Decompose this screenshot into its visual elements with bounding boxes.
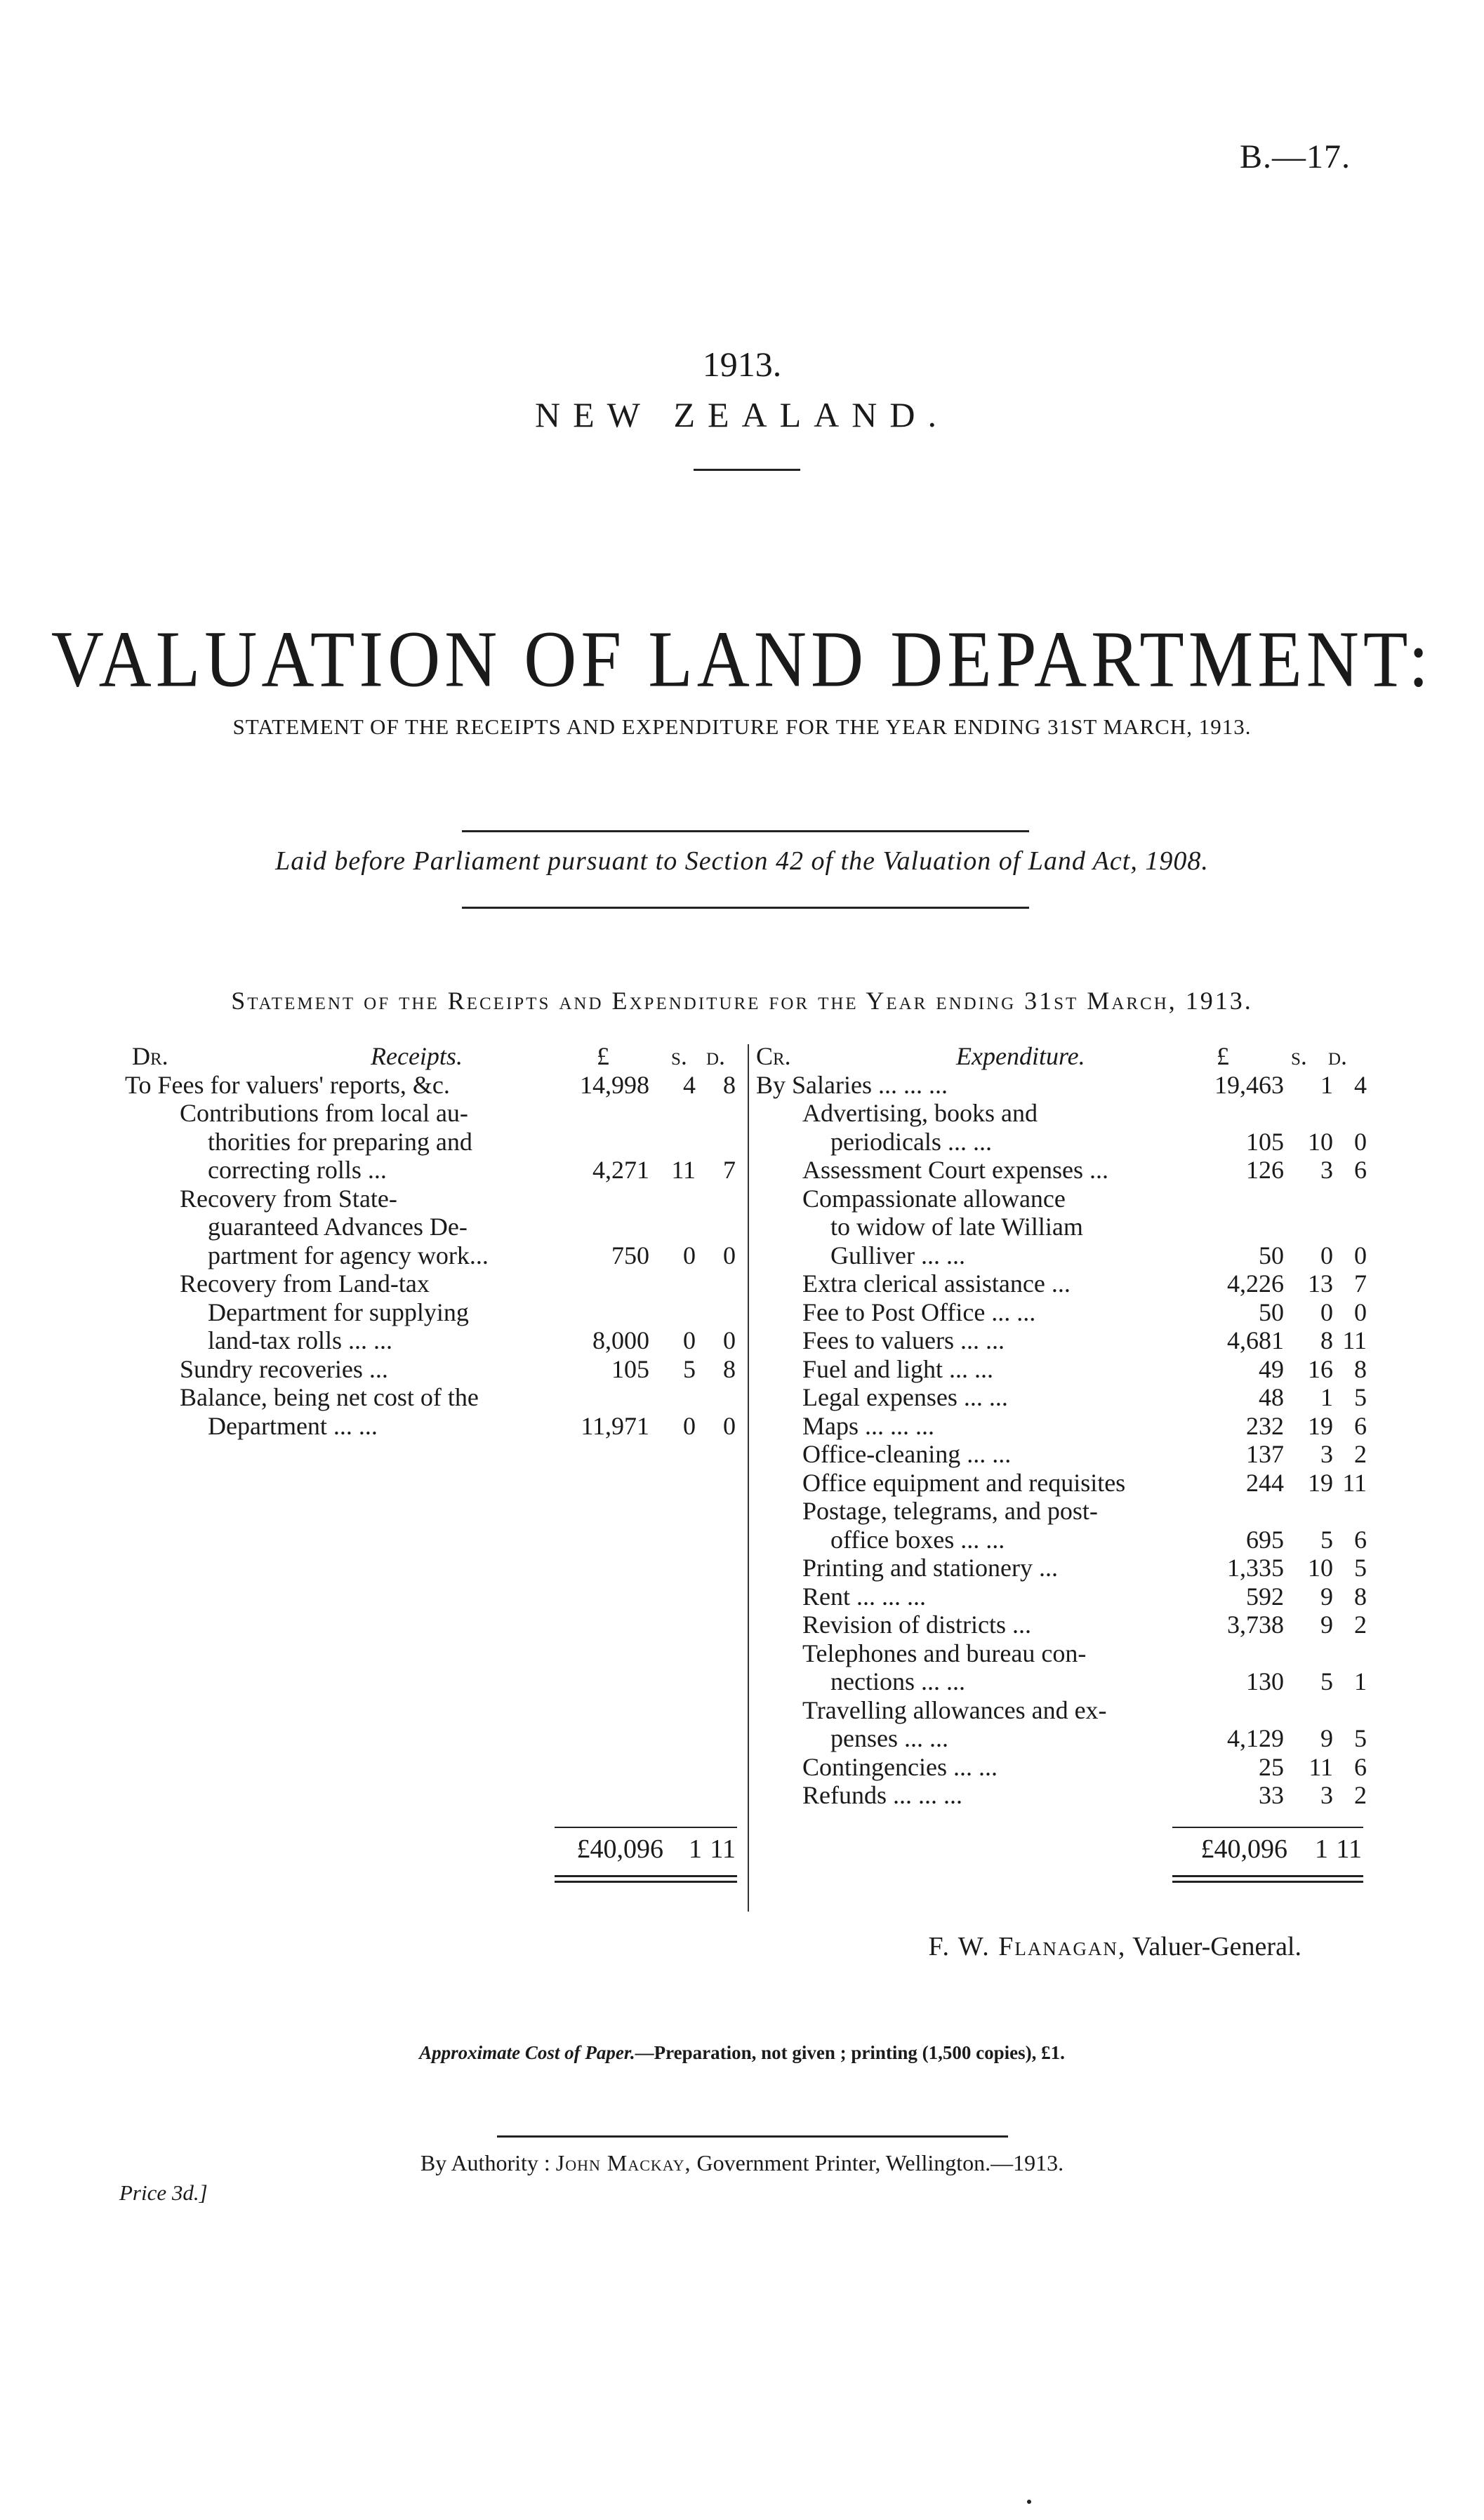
line-description: Extra clerical assistance ... xyxy=(802,1269,1071,1298)
pounds-amount: 48 xyxy=(1259,1383,1284,1411)
divider xyxy=(462,830,1029,832)
receipts-total-shillings: 1 xyxy=(689,1834,702,1864)
shillings-amount: 3 xyxy=(1320,1781,1333,1809)
pounds-amount: 244 xyxy=(1246,1468,1284,1497)
line-description: Assessment Court expenses ... xyxy=(802,1156,1108,1184)
pence-amount: 6 xyxy=(1354,1752,1367,1781)
statement-line xyxy=(125,1241,743,1270)
shillings-amount: 8 xyxy=(1320,1326,1333,1354)
double-rule xyxy=(555,1875,737,1883)
pence-amount: 0 xyxy=(723,1241,736,1269)
statement-line xyxy=(125,1383,743,1412)
shillings-amount: 5 xyxy=(1320,1525,1333,1554)
pence-amount: 7 xyxy=(1354,1269,1367,1298)
pounds-amount: 49 xyxy=(1259,1354,1284,1383)
statement-line xyxy=(756,1185,1374,1213)
pence-amount: 2 xyxy=(1354,1611,1367,1639)
signatory-name: F. W. Flanagan, xyxy=(928,1932,1127,1961)
statement-line xyxy=(756,1241,1374,1270)
line-description: Contingencies ... ... xyxy=(802,1752,998,1781)
receipts-header xyxy=(125,1042,743,1071)
line-description: Rent ... ... ... xyxy=(802,1582,926,1611)
shillings-amount: 16 xyxy=(1308,1354,1333,1383)
pounds-col-header: £ xyxy=(597,1042,609,1070)
statement-line xyxy=(125,1355,743,1384)
cost-of-paper-note xyxy=(0,2042,1484,2064)
document-year: 1913. xyxy=(702,345,782,384)
line-description: Contributions from local au- xyxy=(180,1099,468,1127)
pence-amount: 2 xyxy=(1354,1781,1367,1809)
statement-line xyxy=(125,1213,743,1241)
line-description: office boxes ... ... xyxy=(830,1525,1005,1554)
shillings-amount: 11 xyxy=(1309,1752,1333,1781)
statement-line xyxy=(125,1412,743,1441)
expenditure-lines xyxy=(756,1071,1374,1810)
total-rule xyxy=(555,1827,737,1828)
cr-label: Cr. xyxy=(756,1042,791,1070)
line-description: Sundry recoveries ... xyxy=(180,1354,388,1383)
pence-amount: 5 xyxy=(1354,1383,1367,1411)
statement-line xyxy=(756,1355,1374,1384)
line-description: Balance, being net cost of the xyxy=(180,1383,479,1411)
pence-amount: 5 xyxy=(1354,1554,1367,1582)
line-description: Fuel and light ... ... xyxy=(802,1354,993,1383)
line-description: Office equipment and requisites xyxy=(802,1468,1126,1497)
shillings-amount: 9 xyxy=(1320,1724,1333,1752)
divider xyxy=(462,907,1029,909)
line-description: penses ... ... xyxy=(830,1724,948,1752)
double-rule xyxy=(1172,1875,1363,1883)
statement-line xyxy=(756,1383,1374,1412)
line-description: Recovery from State- xyxy=(180,1184,397,1213)
line-description: Office-cleaning ... ... xyxy=(802,1440,1012,1468)
pence-amount: 8 xyxy=(723,1354,736,1383)
statement-line xyxy=(756,1639,1374,1668)
line-description: Revision of districts ... xyxy=(802,1611,1031,1639)
line-description: correcting rolls ... xyxy=(208,1156,387,1184)
statement-line xyxy=(756,1156,1374,1185)
pounds-amount: 105 xyxy=(1246,1127,1284,1156)
line-description: To Fees for valuers' reports, &c. xyxy=(125,1070,450,1099)
shillings-col-header: s. xyxy=(671,1042,687,1070)
statement-line xyxy=(756,1753,1374,1782)
shillings-amount: 5 xyxy=(683,1354,696,1383)
statement-line xyxy=(756,1554,1374,1582)
statement-line xyxy=(756,1611,1374,1639)
shillings-amount: 5 xyxy=(1320,1667,1333,1695)
statement-line xyxy=(756,1696,1374,1725)
line-description: guaranteed Advances De- xyxy=(208,1213,468,1241)
line-description: Department for supplying xyxy=(208,1298,469,1326)
statement-line xyxy=(125,1099,743,1128)
shillings-amount: 1 xyxy=(1320,1070,1333,1099)
document-title: VALUATION OF LAND DEPARTMENT: xyxy=(51,615,1433,704)
line-description: Fees to valuers ... ... xyxy=(802,1326,1005,1354)
document-subtitle: STATEMENT OF THE RECEIPTS AND EXPENDITURE FOR THE YEAR ENDING 31ST MARCH, 1913. xyxy=(232,714,1252,739)
pence-amount: 4 xyxy=(1354,1070,1367,1099)
line-description: Maps ... ... ... xyxy=(802,1411,934,1440)
pounds-amount: 50 xyxy=(1259,1298,1284,1326)
statement-line xyxy=(125,1298,743,1327)
shillings-amount: 10 xyxy=(1308,1554,1333,1582)
signature-block xyxy=(928,1931,1301,1962)
pence-amount: 0 xyxy=(723,1326,736,1354)
expenditure-total-pounds: £40,096 xyxy=(1200,1834,1287,1864)
receipts-total-pence: 11 xyxy=(710,1834,736,1864)
shillings-amount: 0 xyxy=(1320,1241,1333,1269)
pounds-amount: 8,000 xyxy=(592,1326,649,1354)
pounds-amount: 4,271 xyxy=(592,1156,649,1184)
receipts-lines xyxy=(125,1071,743,1441)
pence-amount: 8 xyxy=(1354,1582,1367,1611)
receipts-total-pounds: £40,096 xyxy=(576,1834,663,1864)
shillings-amount: 9 xyxy=(1320,1611,1333,1639)
country-heading: NEW ZEALAND. xyxy=(535,395,949,434)
pence-amount: 0 xyxy=(1354,1127,1367,1156)
statement-line xyxy=(756,1071,1374,1100)
pounds-amount: 137 xyxy=(1246,1440,1284,1468)
pounds-amount: 105 xyxy=(611,1354,649,1383)
pence-amount: 0 xyxy=(1354,1241,1367,1269)
pounds-amount: 50 xyxy=(1259,1241,1284,1269)
pounds-amount: 695 xyxy=(1246,1525,1284,1554)
shillings-amount: 4 xyxy=(683,1070,696,1099)
laid-before-parliament: Laid before Parliament pursuant to Section 42 of the Valuation of Land Act, 1908. xyxy=(275,846,1209,876)
pence-amount: 11 xyxy=(1342,1326,1367,1354)
line-description: Postage, telegrams, and post- xyxy=(802,1497,1098,1525)
line-description: Legal expenses ... ... xyxy=(802,1383,1008,1411)
expenditure-label: Expenditure. xyxy=(956,1042,1085,1070)
pence-amount: 7 xyxy=(723,1156,736,1184)
pence-amount: 0 xyxy=(1354,1298,1367,1326)
total-rule xyxy=(1172,1827,1363,1828)
pounds-amount: 1,335 xyxy=(1227,1554,1284,1582)
shillings-col-header: s. xyxy=(1291,1042,1307,1070)
pounds-amount: 19,463 xyxy=(1214,1070,1284,1099)
pounds-amount: 126 xyxy=(1246,1156,1284,1184)
line-description: land-tax rolls ... ... xyxy=(208,1326,392,1354)
shillings-amount: 11 xyxy=(671,1156,696,1184)
pounds-amount: 25 xyxy=(1259,1752,1284,1781)
statement-line xyxy=(756,1667,1374,1696)
divider xyxy=(497,2135,1008,2138)
shillings-amount: 1 xyxy=(1320,1383,1333,1411)
line-description: Refunds ... ... ... xyxy=(802,1781,962,1809)
pounds-amount: 11,971 xyxy=(581,1411,649,1440)
pounds-amount: 750 xyxy=(611,1241,649,1269)
statement-line xyxy=(125,1156,743,1185)
pounds-col-header: £ xyxy=(1217,1042,1229,1070)
statement-line xyxy=(756,1781,1374,1810)
pence-amount: 1 xyxy=(1354,1667,1367,1695)
shillings-amount: 10 xyxy=(1308,1127,1333,1156)
printer-name: John Mackay, xyxy=(555,2150,691,2175)
printer-authority xyxy=(0,2150,1484,2176)
pounds-amount: 232 xyxy=(1246,1411,1284,1440)
pounds-amount: 4,681 xyxy=(1227,1326,1284,1354)
statement-line xyxy=(756,1099,1374,1128)
cost-label: Approximate Cost of Paper. xyxy=(419,2042,635,2063)
pounds-amount: 4,129 xyxy=(1227,1724,1284,1752)
pence-amount: 2 xyxy=(1354,1440,1367,1468)
line-description: By Salaries ... ... ... xyxy=(756,1070,948,1099)
line-description: Recovery from Land-tax xyxy=(180,1269,430,1298)
statement-line xyxy=(756,1724,1374,1753)
statement-line xyxy=(756,1412,1374,1441)
statement-line xyxy=(756,1582,1374,1611)
pounds-amount: 3,738 xyxy=(1227,1611,1284,1639)
authority-prefix: By Authority : xyxy=(420,2150,550,2175)
line-description: Gulliver ... ... xyxy=(830,1241,965,1269)
statement-line xyxy=(125,1071,743,1100)
cost-text: —Preparation, not given ; printing (1,500 copies), £1. xyxy=(635,2042,1065,2063)
line-description: Compassionate allowance xyxy=(802,1184,1066,1213)
statement-line xyxy=(125,1185,743,1213)
pence-amount: 5 xyxy=(1354,1724,1367,1752)
receipts-label: Receipts. xyxy=(371,1042,463,1070)
print-speck xyxy=(1027,2500,1031,2504)
pence-amount: 8 xyxy=(723,1070,736,1099)
shillings-amount: 3 xyxy=(1320,1156,1333,1184)
pence-amount: 0 xyxy=(723,1411,736,1440)
price-note: Price 3d.] xyxy=(119,2180,208,2205)
pence-amount: 11 xyxy=(1342,1468,1367,1497)
pounds-amount: 14,998 xyxy=(580,1070,649,1099)
shillings-amount: 19 xyxy=(1308,1411,1333,1440)
pence-col-header: d. xyxy=(1328,1042,1348,1070)
expenditure-total-shillings: 1 xyxy=(1315,1834,1328,1864)
line-description: Printing and stationery ... xyxy=(802,1554,1058,1582)
shillings-amount: 13 xyxy=(1308,1269,1333,1298)
statement-line xyxy=(125,1128,743,1156)
statement-line xyxy=(756,1269,1374,1298)
line-description: to widow of late William xyxy=(830,1213,1083,1241)
line-description: Advertising, books and xyxy=(802,1099,1038,1127)
pounds-amount: 592 xyxy=(1246,1582,1284,1611)
pounds-amount: 33 xyxy=(1259,1781,1284,1809)
statement-line xyxy=(756,1326,1374,1355)
column-separator xyxy=(748,1044,749,1912)
expenditure-column xyxy=(756,1042,1374,1810)
dr-label: Dr. xyxy=(132,1042,168,1070)
pence-amount: 6 xyxy=(1354,1156,1367,1184)
document-reference: B.—17. xyxy=(1239,138,1351,175)
pence-col-header: d. xyxy=(706,1042,726,1070)
shillings-amount: 3 xyxy=(1320,1440,1333,1468)
shillings-amount: 0 xyxy=(683,1411,696,1440)
pounds-amount: 4,226 xyxy=(1227,1269,1284,1298)
statement-line xyxy=(756,1497,1374,1526)
shillings-amount: 0 xyxy=(683,1241,696,1269)
statement-line xyxy=(756,1213,1374,1241)
line-description: Travelling allowances and ex- xyxy=(802,1695,1107,1724)
line-description: periodicals ... ... xyxy=(830,1127,992,1156)
statement-line xyxy=(756,1526,1374,1554)
divider xyxy=(694,469,800,471)
line-description: Fee to Post Office ... ... xyxy=(802,1298,1036,1326)
expenditure-header xyxy=(756,1042,1374,1071)
shillings-amount: 0 xyxy=(1320,1298,1333,1326)
statement-line xyxy=(125,1326,743,1355)
line-description: nections ... ... xyxy=(830,1667,965,1695)
authority-rest: Government Printer, Wellington.—1913. xyxy=(696,2150,1064,2175)
signatory-title: Valuer-General. xyxy=(1132,1932,1301,1961)
statement-line xyxy=(756,1298,1374,1327)
line-description: Department ... ... xyxy=(208,1411,378,1440)
expenditure-total-pence: 11 xyxy=(1336,1834,1362,1864)
shillings-amount: 19 xyxy=(1308,1468,1333,1497)
statement-line xyxy=(125,1269,743,1298)
receipts-column xyxy=(125,1042,743,1440)
line-description: thorities for preparing and xyxy=(208,1127,472,1156)
pence-amount: 6 xyxy=(1354,1411,1367,1440)
statement-line xyxy=(756,1128,1374,1156)
shillings-amount: 9 xyxy=(1320,1582,1333,1611)
line-description: Telephones and bureau con- xyxy=(802,1639,1087,1667)
statement-line xyxy=(756,1469,1374,1498)
pence-amount: 6 xyxy=(1354,1525,1367,1554)
line-description: partment for agency work... xyxy=(208,1241,489,1269)
pounds-amount: 130 xyxy=(1246,1667,1284,1695)
shillings-amount: 0 xyxy=(683,1326,696,1354)
statement-line xyxy=(756,1440,1374,1469)
statement-title: Statement of the Receipts and Expenditure for the Year ending 31st March, 1913. xyxy=(231,987,1253,1015)
pence-amount: 8 xyxy=(1354,1354,1367,1383)
